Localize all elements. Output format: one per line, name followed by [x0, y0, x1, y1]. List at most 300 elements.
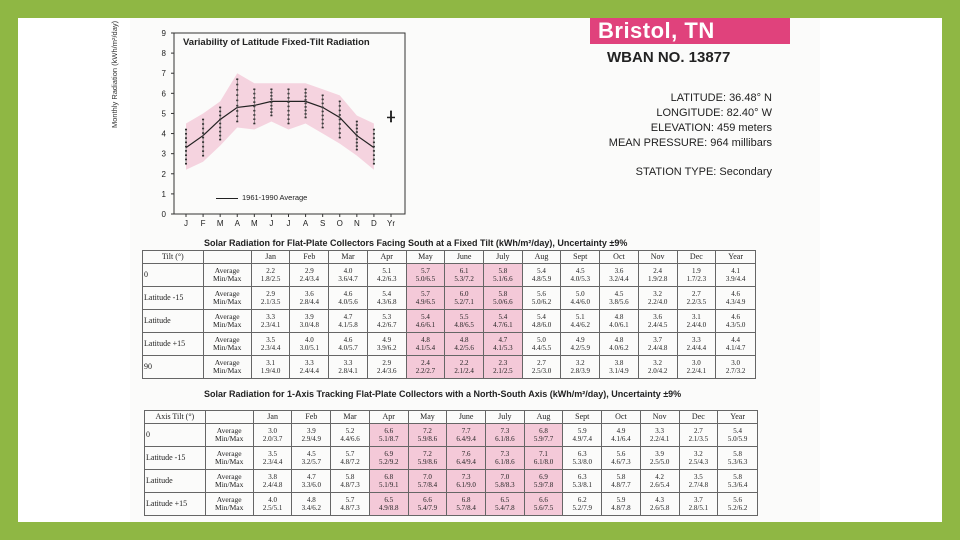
cell-minmax: 5.3/8.0: [572, 458, 592, 466]
cell-average: 2.9: [382, 358, 392, 367]
cell-average: 2.4: [421, 358, 430, 367]
table-row: [143, 333, 756, 356]
table-cell: [561, 356, 600, 379]
table1-header-13: Dec: [677, 251, 716, 264]
x-tick-label: O: [336, 219, 343, 228]
cell-minmax: 5.3/6.3: [727, 458, 748, 466]
table2-header-2: Jan: [253, 411, 292, 424]
x-tick-label: A: [302, 219, 309, 228]
cell-average: 4.9: [575, 335, 585, 344]
cell-minmax: 2.0/3.7: [262, 435, 283, 443]
cell-average: 4.8: [614, 335, 624, 344]
cell-minmax: 1.9/4.0: [260, 367, 281, 375]
table-cell: [602, 470, 641, 493]
cell-average: 5.4: [498, 312, 508, 321]
cell-minmax: 2.5/3.0: [531, 367, 552, 375]
cell-minmax: 4.8/7.8: [611, 504, 631, 512]
cell-average: 2.7: [691, 289, 701, 298]
cell-minmax: 2.4/4.4: [686, 344, 707, 352]
table-cell: [290, 356, 329, 379]
table-cell: [484, 333, 523, 356]
cell-average: 2.9: [304, 266, 314, 275]
table-cell: [524, 470, 563, 493]
table-cell: [329, 264, 368, 287]
cell-average: 6.2: [577, 495, 587, 504]
table-cell: [253, 447, 292, 470]
cell-average: 3.6: [653, 312, 663, 321]
cell-minmax: 5.2/7.1: [454, 298, 474, 306]
cell-minmax: 4.8/7.3: [340, 504, 360, 512]
cell-minmax: 6.1/8.6: [495, 458, 515, 466]
table-cell: [369, 447, 408, 470]
table-cell: [445, 264, 484, 287]
cell-minmax: 5.0/5.9: [727, 435, 748, 443]
cell-minmax: 4.8/6.0: [531, 321, 552, 329]
stat-minmax-label: Min/Max: [215, 503, 244, 512]
table-cell: [290, 287, 329, 310]
table-cell: [522, 333, 561, 356]
table-cell: [600, 264, 639, 287]
cell-minmax: 6.1/8.6: [495, 435, 515, 443]
table-cell: [716, 356, 756, 379]
cell-average: 5.6: [733, 495, 742, 504]
cell-average: 4.8: [306, 495, 316, 504]
stat-average-label: Average: [214, 334, 240, 344]
row-label: 0: [145, 424, 206, 447]
cell-average: 5.4: [421, 312, 430, 321]
cell-average: 3.3: [691, 335, 701, 344]
cell-minmax: 2.1/2.5: [493, 367, 513, 375]
cell-average: 4.7: [343, 312, 353, 321]
cell-average: 5.0: [575, 289, 585, 298]
cell-average: 4.8: [459, 335, 469, 344]
table2-header-4: Mar: [331, 411, 370, 424]
table-cell: [602, 493, 641, 516]
cell-minmax: 5.7/8.4: [417, 481, 438, 489]
cell-average: 4.6: [343, 289, 353, 298]
cell-average: 5.8: [733, 449, 742, 458]
cell-minmax: 3.9/4.4: [725, 275, 746, 283]
cell-average: 5.4: [382, 289, 392, 298]
cell-average: 3.2: [653, 289, 663, 298]
table1-header-14: Year: [716, 251, 756, 264]
table1-header-8: July: [484, 251, 523, 264]
table-cell: [329, 287, 368, 310]
cell-minmax: 3.9/6.2: [377, 344, 397, 352]
cell-average: 3.8: [268, 472, 277, 481]
cell-average: 5.4: [537, 266, 546, 275]
latitude-text: LATITUDE: 36.48° N: [670, 92, 772, 104]
cell-minmax: 3.0/5.1: [299, 344, 320, 352]
table-cell: [522, 356, 561, 379]
row-label: Latitude +15: [143, 333, 204, 356]
cell-average: 6.5: [384, 495, 394, 504]
row-label: 90: [143, 356, 204, 379]
cell-minmax: 5.2/9.2: [379, 458, 399, 466]
cell-average: 3.2: [693, 449, 703, 458]
table1-header-5: Apr: [367, 251, 406, 264]
cell-average: 7.3: [500, 449, 510, 458]
cell-minmax: 2.2/4.1: [686, 367, 707, 375]
cell-minmax: 2.4/4.8: [262, 481, 283, 489]
cell-minmax: 4.2/5.9: [570, 344, 590, 352]
cell-minmax: 5.0/6.5: [415, 275, 436, 283]
cell-minmax: 5.8/8.3: [495, 481, 515, 489]
table2-header-row: [145, 411, 758, 424]
cell-minmax: 4.2/5.6: [454, 344, 474, 352]
table2-header-11: Oct: [602, 411, 641, 424]
cell-average: 7.2: [423, 449, 432, 458]
table-cell: [484, 310, 523, 333]
table-cell: [292, 470, 331, 493]
legend-label: 1961-1990 Average: [242, 193, 308, 202]
cell-average: 6.3: [577, 449, 587, 458]
table-cell: [445, 333, 484, 356]
x-tick-label: S: [319, 219, 326, 228]
table-cell: [679, 424, 718, 447]
cell-average: 5.0: [537, 335, 546, 344]
stat-average-label: Average: [214, 311, 240, 321]
table-cell: [640, 470, 679, 493]
table-cell: [290, 264, 329, 287]
table-cell: [367, 287, 406, 310]
cell-minmax: 6.1/8.0: [533, 458, 554, 466]
cell-average: 3.5: [266, 335, 275, 344]
table-cell: [522, 310, 561, 333]
cell-average: 5.9: [616, 495, 626, 504]
table-cell: [600, 356, 639, 379]
cell-minmax: 2.4/3.6: [377, 367, 397, 375]
table-cell: [251, 356, 290, 379]
cell-average: 2.2: [459, 358, 469, 367]
cell-average: 3.5: [693, 472, 703, 481]
cell-average: 6.6: [539, 495, 548, 504]
cell-average: 4.1: [731, 266, 740, 275]
table-cell: [561, 333, 600, 356]
cell-average: 4.5: [306, 449, 316, 458]
cell-average: 3.1: [691, 312, 701, 321]
table-cell: [367, 310, 406, 333]
table-cell: [640, 424, 679, 447]
cell-minmax: 2.4/4.8: [647, 344, 668, 352]
table-cell: [408, 424, 447, 447]
stat-average-label: Average: [216, 425, 242, 435]
table1-header-2: Jan: [251, 251, 290, 264]
cell-minmax: 4.3/6.8: [377, 298, 397, 306]
stat-label: [203, 287, 251, 310]
cell-minmax: 4.9/6.5: [415, 298, 436, 306]
cell-minmax: 2.3/4.4: [262, 458, 283, 466]
cell-minmax: 2.1/3.5: [260, 298, 281, 306]
table-cell: [563, 424, 602, 447]
cell-average: 3.2: [575, 358, 585, 367]
x-tick-label: J: [269, 219, 274, 228]
table-cell: [406, 356, 445, 379]
cell-minmax: 3.3/6.0: [301, 481, 322, 489]
cell-average: 2.9: [266, 289, 275, 298]
table2-header-6: May: [408, 411, 447, 424]
cell-minmax: 5.9/8.6: [417, 435, 438, 443]
cell-average: 6.8: [539, 426, 548, 435]
chart-legend: [216, 193, 307, 202]
cell-average: 6.5: [500, 495, 510, 504]
table-cell: [445, 287, 484, 310]
table-row: [145, 470, 758, 493]
table-cell: [445, 356, 484, 379]
table1-header-10: Sept: [561, 251, 600, 264]
cell-average: 3.3: [343, 358, 353, 367]
cell-average: 7.6: [461, 449, 471, 458]
cell-minmax: 4.6/7.3: [611, 458, 631, 466]
cell-minmax: 2.9/4.9: [301, 435, 322, 443]
table1-header-4: Mar: [329, 251, 368, 264]
cell-average: 3.7: [653, 335, 663, 344]
cell-average: 3.0: [731, 358, 740, 367]
table-cell: [406, 287, 445, 310]
chart-marks: [185, 73, 395, 170]
table-cell: [447, 470, 486, 493]
cell-minmax: 2.2/2.7: [415, 367, 436, 375]
cell-minmax: 2.8/5.1: [688, 504, 709, 512]
stat-label: [205, 493, 253, 516]
table-cell: [563, 493, 602, 516]
cell-minmax: 5.3/6.4: [727, 481, 748, 489]
table-row: [145, 493, 758, 516]
cell-average: 6.8: [461, 495, 471, 504]
cell-minmax: 5.4/7.8: [495, 504, 515, 512]
table1-header-7: June: [445, 251, 484, 264]
table-row: [143, 356, 756, 379]
x-tick-label: D: [371, 219, 377, 228]
cell-average: 6.0: [459, 289, 469, 298]
cell-minmax: 4.4/6.2: [570, 321, 590, 329]
x-tick-label: A: [234, 219, 240, 228]
cell-minmax: 2.6/5.8: [649, 504, 670, 512]
table-cell: [602, 424, 641, 447]
table-cell: [329, 356, 368, 379]
cell-average: 4.6: [731, 312, 740, 321]
y-tick-label: 6: [161, 89, 166, 99]
cell-average: 6.6: [423, 495, 432, 504]
cell-minmax: 2.3/4.4: [260, 344, 281, 352]
cell-minmax: 4.6/6.1: [415, 321, 436, 329]
cell-average: 3.0: [691, 358, 701, 367]
cell-minmax: 2.8/3.9: [570, 367, 590, 375]
table-cell: [292, 493, 331, 516]
y-tick-label: 2: [161, 169, 166, 179]
cell-average: 7.0: [423, 472, 432, 481]
table-cell: [251, 333, 290, 356]
cell-minmax: 2.8/4.1: [338, 367, 358, 375]
cell-average: 4.8: [614, 312, 624, 321]
cell-minmax: 1.9/2.8: [647, 275, 668, 283]
cell-minmax: 5.9/8.6: [417, 458, 438, 466]
cell-minmax: 4.2/6.7: [377, 321, 397, 329]
scanned-page: [18, 18, 942, 522]
cell-minmax: 2.5/5.1: [262, 504, 283, 512]
table2-header-0: Axis Tilt (°): [145, 411, 206, 424]
wban-number: WBAN NO. 13877: [607, 49, 731, 66]
table-cell: [677, 333, 716, 356]
cell-minmax: 4.7/6.1: [493, 321, 513, 329]
cell-minmax: 4.9/7.4: [572, 435, 592, 443]
cell-minmax: 6.1/9.0: [456, 481, 476, 489]
y-tick-label: 0: [161, 210, 166, 219]
cell-minmax: 4.1/4.7: [725, 344, 746, 352]
table-cell: [408, 470, 447, 493]
table-cell: [251, 310, 290, 333]
table-cell: [640, 493, 679, 516]
table-cell: [561, 287, 600, 310]
cell-average: 5.7: [345, 449, 355, 458]
table-cell: [292, 424, 331, 447]
cell-average: 3.0: [268, 426, 277, 435]
stat-average-label: Average: [216, 494, 242, 504]
cell-minmax: 2.5/5.0: [649, 458, 670, 466]
stat-minmax-label: Min/Max: [213, 274, 242, 283]
cell-minmax: 4.8/7.7: [611, 481, 631, 489]
table-cell: [716, 333, 756, 356]
cell-minmax: 4.0/5.7: [338, 344, 358, 352]
cell-average: 5.8: [733, 472, 742, 481]
table-cell: [716, 310, 756, 333]
cell-average: 3.9: [655, 449, 665, 458]
stat-minmax-label: Min/Max: [213, 343, 242, 352]
cell-average: 5.6: [616, 449, 626, 458]
table-cell: [677, 310, 716, 333]
cell-average: 4.2: [655, 472, 665, 481]
stat-average-label: Average: [214, 288, 240, 298]
cell-average: 4.5: [575, 266, 585, 275]
table-row: [143, 310, 756, 333]
cell-average: 2.7: [693, 426, 703, 435]
table2-header-12: Nov: [640, 411, 679, 424]
cell-minmax: 5.9/7.7: [533, 435, 554, 443]
table2-header-10: Sept: [563, 411, 602, 424]
cell-minmax: 4.1/5.3: [493, 344, 513, 352]
row-label: Latitude: [145, 470, 206, 493]
table-cell: [522, 287, 561, 310]
table1-header-1: [203, 251, 251, 264]
stat-minmax-label: Min/Max: [215, 480, 244, 489]
cell-average: 7.3: [461, 472, 471, 481]
table-cell: [253, 424, 292, 447]
table-row: [145, 424, 758, 447]
table-cell: [367, 356, 406, 379]
table-cell: [563, 447, 602, 470]
elevation-text: ELEVATION: 459 meters: [650, 122, 772, 134]
chart-y-axis-label: Monthly Radiation (kWh/m²/day): [110, 20, 119, 128]
cell-average: 6.9: [384, 449, 394, 458]
cell-average: 5.6: [537, 289, 546, 298]
x-tick-label: M: [216, 219, 224, 228]
table2-title: Solar Radiation for 1-Axis Tracking Flat-Plate Collectors with a North-South Axis (kWh/m²/day), Uncertainty ±9%: [204, 389, 682, 399]
cell-average: 7.0: [500, 472, 510, 481]
cell-minmax: 4.1/5.8: [338, 321, 358, 329]
table-cell: [329, 333, 368, 356]
table-cell: [679, 470, 718, 493]
station-title: [590, 18, 790, 44]
cell-average: 3.9: [304, 312, 314, 321]
cell-average: 3.8: [614, 358, 624, 367]
cell-minmax: 2.4/4.5: [647, 321, 668, 329]
cell-minmax: 4.4/6.6: [340, 435, 360, 443]
stat-average-label: Average: [216, 448, 242, 458]
table-cell: [561, 264, 600, 287]
cell-average: 6.1: [459, 266, 469, 275]
table-cell: [484, 264, 523, 287]
table1-header-6: May: [406, 251, 445, 264]
row-label: Latitude -15: [143, 287, 204, 310]
table-cell: [718, 470, 758, 493]
cell-minmax: 4.3/4.9: [725, 298, 746, 306]
legend-line-icon: [216, 198, 238, 199]
cell-minmax: 2.4/4.0: [686, 321, 707, 329]
cell-minmax: 5.1/9.1: [379, 481, 399, 489]
cell-average: 6.6: [384, 426, 394, 435]
table-cell: [331, 493, 370, 516]
station-name: Bristol, TN: [598, 18, 715, 43]
table-cell: [600, 287, 639, 310]
cell-average: 1.9: [691, 266, 701, 275]
x-tick-label: Yr: [387, 219, 395, 228]
cell-minmax: 4.9/8.8: [379, 504, 399, 512]
cell-average: 3.9: [306, 426, 316, 435]
table-cell: [640, 447, 679, 470]
cell-average: 3.6: [614, 266, 624, 275]
table2-header-14: Year: [718, 411, 758, 424]
cell-average: 4.6: [343, 335, 353, 344]
fixed-tilt-table: [142, 250, 756, 379]
table-row: [143, 264, 756, 287]
y-tick-label: 4: [161, 129, 166, 139]
table-cell: [524, 424, 563, 447]
table1-header-0: Tilt (°): [143, 251, 204, 264]
y-tick-label: 1: [161, 189, 166, 199]
table-cell: [447, 447, 486, 470]
cell-average: 7.3: [500, 426, 510, 435]
stat-average-label: Average: [214, 357, 240, 367]
table-cell: [408, 493, 447, 516]
table-cell: [331, 447, 370, 470]
cell-average: 7.1: [539, 449, 548, 458]
table2-header-9: Aug: [524, 411, 563, 424]
cell-minmax: 4.0/6.1: [609, 321, 629, 329]
cell-average: 5.8: [616, 472, 626, 481]
cell-average: 5.7: [421, 266, 430, 275]
row-label: Latitude -15: [145, 447, 206, 470]
table-cell: [716, 264, 756, 287]
cell-minmax: 2.7/3.2: [725, 367, 746, 375]
y-tick-label: 8: [161, 49, 166, 59]
cell-average: 5.5: [459, 312, 469, 321]
cell-minmax: 5.7/8.4: [456, 504, 476, 512]
table-cell: [602, 447, 641, 470]
table-cell: [331, 424, 370, 447]
cell-average: 7.2: [423, 426, 432, 435]
cell-minmax: 4.1/5.4: [415, 344, 436, 352]
table-cell: [486, 447, 525, 470]
x-tick-label: J: [286, 219, 291, 228]
cell-minmax: 4.0/5.3: [570, 275, 590, 283]
cell-average: 5.9: [577, 426, 587, 435]
pressure-text: MEAN PRESSURE: 964 millibars: [608, 137, 772, 149]
cell-minmax: 4.1/6.4: [611, 435, 631, 443]
table-cell: [679, 493, 718, 516]
row-label: 0: [143, 264, 204, 287]
cell-minmax: 5.0/6.2: [531, 298, 552, 306]
cell-minmax: 4.8/5.9: [531, 275, 552, 283]
